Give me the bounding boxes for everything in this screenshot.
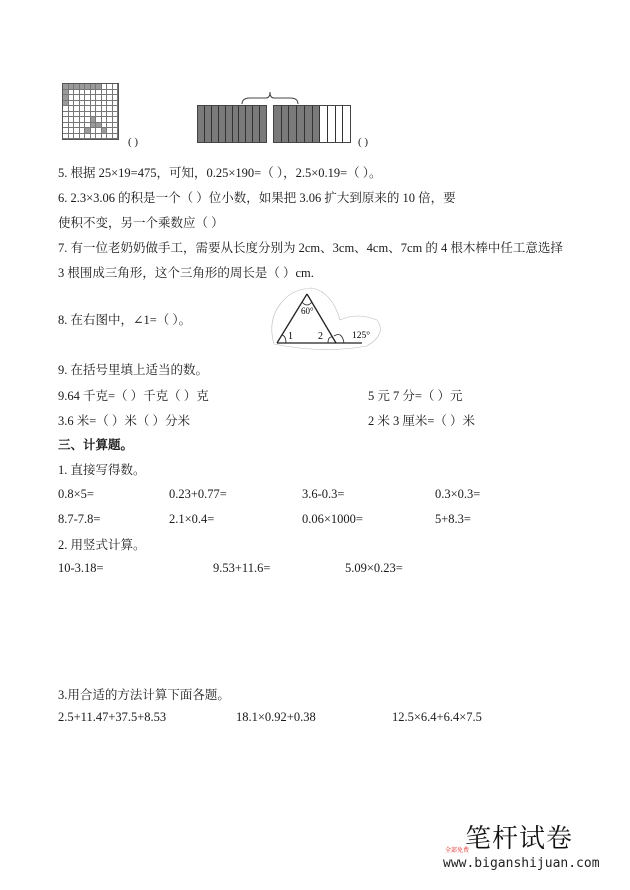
- section-3-heading: 三、计算题。: [58, 438, 134, 452]
- bar-segment: [274, 106, 282, 142]
- part-1-title: 1. 直接写得数。: [58, 463, 146, 477]
- svg-text:125°: 125°: [352, 331, 371, 341]
- bar-segment: [219, 106, 226, 142]
- calc-item: 0.8×5=: [58, 487, 94, 501]
- grid-answer-blank[interactable]: ( ): [128, 136, 139, 148]
- svg-text:2: 2: [318, 331, 323, 342]
- question-7-line2: 3 根围成三角形，这个三角形的周长是（ ）cm.: [58, 266, 314, 280]
- simplify-calc-item: 2.5+11.47+37.5+8.53: [58, 710, 167, 724]
- vertical-calc-item: 9.53+11.6=: [213, 561, 271, 575]
- bar-segment: [297, 106, 305, 142]
- bar-segment: [336, 106, 344, 142]
- bar-segment: [313, 106, 321, 142]
- bar-segment: [212, 106, 219, 142]
- svg-text:1: 1: [288, 331, 293, 342]
- question-7-line1: 7. 有一位老奶奶做手工，需要从长度分别为 2cm、3cm、4cm、7cm 的 4 根木棒中任工意选择: [58, 241, 563, 255]
- bar-segment: [289, 106, 297, 142]
- part-3-title: 3.用合适的方法计算下面各题。: [58, 688, 230, 702]
- bar-segment: [239, 106, 246, 142]
- question-9-title: 9. 在括号里填上适当的数。: [58, 363, 209, 377]
- calc-item: 8.7-7.8=: [58, 512, 101, 526]
- calc-item: 3.6-0.3=: [302, 487, 345, 501]
- bar-segment: [328, 106, 336, 142]
- watermark-title: 笔杆试卷: [465, 824, 574, 854]
- bars-answer-blank[interactable]: ( ): [358, 136, 369, 148]
- bar-segment: [246, 106, 253, 142]
- simplify-calc-item: 18.1×0.92+0.38: [236, 710, 316, 724]
- q9-item-2: 5 元 7 分=（ ）元: [368, 389, 463, 403]
- vertical-calc-item: 10-3.18=: [58, 561, 104, 575]
- calc-item: 0.06×1000=: [302, 512, 363, 526]
- simplify-calc-item: 12.5×6.4+6.4×7.5: [392, 710, 482, 724]
- q9-item-1: 9.64 千克=（ ）千克（ ）克: [58, 389, 209, 403]
- bar-segment: [198, 106, 205, 142]
- bar-segment: [320, 106, 328, 142]
- calc-item: 2.1×0.4=: [169, 512, 215, 526]
- question-5: 5. 根据 25×19=475，可知，0.25×190=（ ），2.5×0.19=（ ）。: [58, 166, 382, 180]
- bar-segment: [260, 106, 266, 142]
- bar-segment: [253, 106, 260, 142]
- q9-item-4: 2 米 3 厘米=（ ）米: [368, 414, 476, 428]
- part-2-title: 2. 用竖式计算。: [58, 538, 146, 552]
- label-60: 60°: [301, 306, 314, 316]
- vertical-calc-item: 5.09×0.23=: [345, 561, 403, 575]
- bar-segment: [305, 106, 313, 142]
- bar-segment: [226, 106, 233, 142]
- hundred-grid-figure: [62, 83, 119, 140]
- fraction-bar-1: [197, 105, 267, 143]
- brace-icon: [240, 88, 300, 106]
- bar-segment: [233, 106, 240, 142]
- bar-segment: [282, 106, 290, 142]
- watermark-free-tag: 全部免费: [445, 847, 470, 854]
- calc-item: 5+8.3=: [435, 512, 471, 526]
- bar-segment: [205, 106, 212, 142]
- q9-item-3: 3.6 米=（ ）米（ ）分米: [58, 414, 191, 428]
- watermark-url: www.biganshijuan.com: [443, 856, 600, 871]
- question-6-line1: 6. 2.3×3.06 的积是一个（ ）位小数，如果把 3.06 扩大到原来的 10 倍，要: [58, 191, 456, 205]
- calc-item: 0.3×0.3=: [435, 487, 481, 501]
- calc-item: 0.23+0.77=: [169, 487, 227, 501]
- triangle-angle-figure: [262, 284, 388, 354]
- bar-segment: [343, 106, 350, 142]
- question-8: 8. 在右图中，∠1=（ ）。: [58, 313, 192, 327]
- question-6-line2: 使积不变，另一个乘数应（ ）: [58, 216, 224, 230]
- fraction-bar-2: [273, 105, 351, 143]
- grid-cell: [113, 134, 119, 140]
